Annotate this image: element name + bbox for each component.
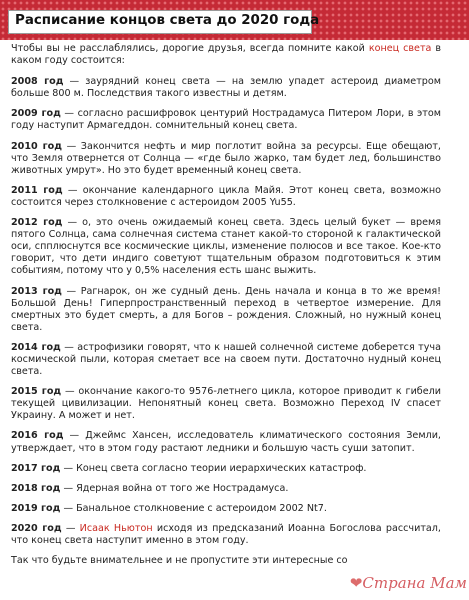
- intro-paragraph: [11, 43, 441, 67]
- entry-year: 2011 год: [11, 184, 63, 196]
- heart-icon: ❤: [349, 574, 363, 592]
- entry-2010: [11, 141, 441, 177]
- entry-text: — Джеймс Хансен, исследователь климатического состояния Земли, утверждает, что в этом году растают ледники и большую часть суши затопит.: [11, 430, 441, 454]
- entry-year: 2020 год: [11, 522, 62, 534]
- entry-text: — астрофизики говорят, что к нашей солнечной системе доберется туча космической пыли, которая сметает все на своем пути. Достаточно нудный конец света.: [11, 341, 441, 378]
- entry-2012: [11, 217, 441, 277]
- entry-year: 2014 год: [11, 341, 61, 353]
- end-of-world-link[interactable]: конец света: [368, 43, 432, 54]
- entry-text: — Ядерная война от того же Нострадамуса.: [60, 482, 289, 494]
- entry-text-after: исходя из предсказаний Иоанна Богослова рассчитал, что конец света наступит именно в этом году.: [11, 522, 441, 546]
- entry-year: 2012 год: [11, 217, 63, 229]
- closing-paragraph: [11, 555, 441, 567]
- entry-text: — Банальное столкновение с астероидом 2002 Nt7.: [60, 502, 327, 514]
- entry-2020: [11, 523, 441, 547]
- entry-year: 2010 год: [11, 140, 62, 152]
- site-watermark: [350, 574, 467, 592]
- entry-year: 2017 год: [11, 462, 61, 474]
- entry-2014: [11, 342, 441, 378]
- entry-2013: [11, 286, 441, 334]
- page-title: Расписание концов света до 2020 года: [15, 13, 320, 28]
- entry-text: — Закончится нефть и мир поглотит война за ресурсы. Еще обещают, что Земля отвернется от Солнца — «где было жарко, там будет лед, большинство животных умрут». Но это будет временный конец света.: [11, 140, 441, 176]
- title-box: [8, 10, 320, 34]
- entry-year: 2015 год: [11, 386, 62, 398]
- entry-2015: [11, 386, 441, 422]
- intro-text-before: Чтобы вы не расслаблялись, дорогие друзья, всегда помните какой: [11, 43, 369, 54]
- entry-text: — согласно расшифровок центурий Нострадамуса Питером Лори, в этом году наступит Армагеддон. сомнительный конец света.: [11, 108, 441, 132]
- entry-year: 2016 год: [11, 430, 64, 442]
- article-body: [11, 43, 441, 575]
- intro-text-after: в каком году состоится:: [11, 43, 441, 67]
- entry-text: — окончание какого-то 9576-летнего цикла, которое приводит к гибели текущей цивилизации. Непонятный конец света. Возможно Переход IV спасет Украину. А может и нет.: [11, 386, 441, 422]
- entry-year: 2008 год: [11, 76, 64, 88]
- entry-text: — Конец света согласно теории иерархических катастроф.: [60, 462, 367, 474]
- entry-year: 2009 год: [11, 108, 61, 120]
- entry-text: — Рагнарок, он же судный день. День начала и конца в то же время! Большой День! Гиперпространственный переход в четвертое измерение. Для смертных это будет смерть, а для Богов – рождения. Сложный, но нужный конец света.: [11, 285, 441, 333]
- entry-2019: [11, 503, 441, 515]
- entry-2008: [11, 76, 441, 100]
- entry-2009: [11, 108, 441, 132]
- entry-year: 2019 год: [11, 502, 61, 514]
- entry-text-before: —: [61, 522, 80, 534]
- entry-year: 2018 год: [11, 482, 61, 494]
- entry-2018: [11, 483, 441, 495]
- entry-text: — окончание календарного цикла Майя. Этот конец света, возможно состоится через столкновение с астероидом 2005 Yu55.: [11, 184, 441, 208]
- entry-text: — о, это очень ожидаемый конец света. Здесь целый букет — время пятого Солнца, сама солнечная система станет какой-то стороной к галактической оси, спплюснутся все космические циклы, изменение полюсов и все такое. Кое-кто говорит, что дети индиго советуют тщательным образом подготовиться к этим событиям, потому что у 0,5% населения есть шанс выжить.: [11, 217, 441, 277]
- entry-2016: [11, 430, 441, 454]
- entry-2017: [11, 463, 441, 475]
- watermark-text: Страна Мам: [362, 574, 467, 592]
- entry-text: — заурядний конец света — на землю упадет астероид диаметром больше 800 м. Последствия такого известны и детям.: [11, 76, 441, 100]
- entry-year: 2013 год: [11, 285, 62, 297]
- entry-2011: [11, 185, 441, 209]
- closing-text: Так что будьте внимательнее и не пропустите эти интересные со: [11, 555, 348, 567]
- isaac-newton-link[interactable]: Исаак Ньютон: [79, 522, 153, 534]
